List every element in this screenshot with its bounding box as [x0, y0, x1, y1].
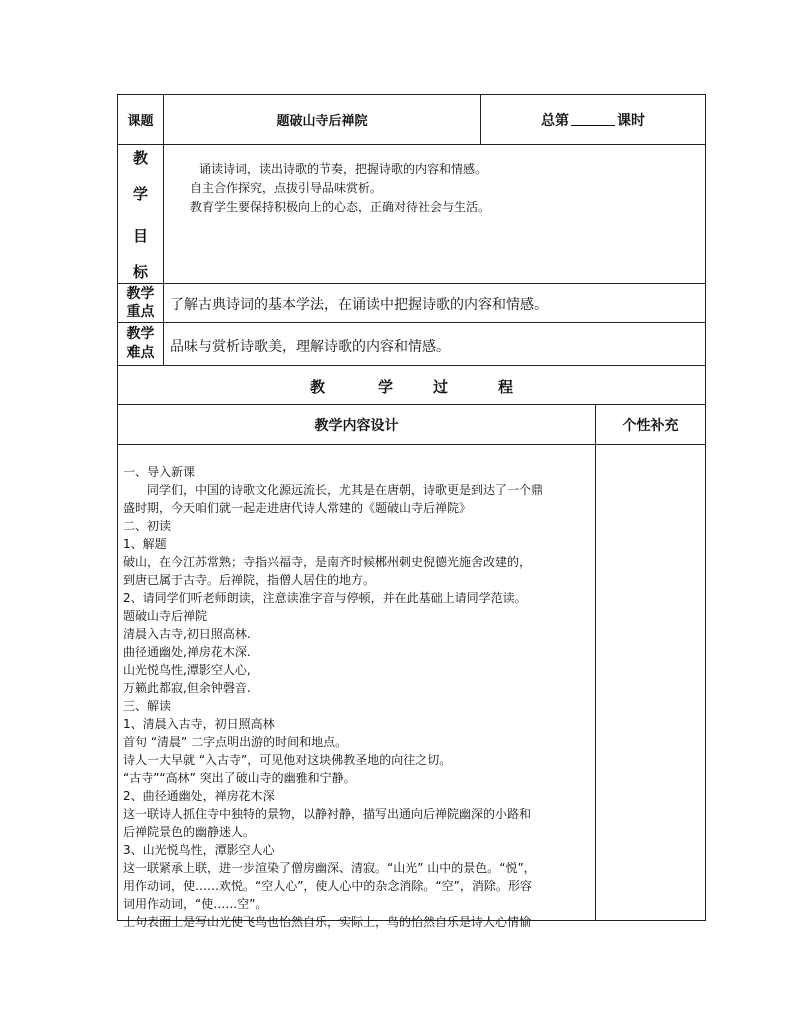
content-line: 山光悦鸟性,潭影空人心, — [123, 663, 251, 677]
content-line: 词用作动词，“使……空”。 — [123, 897, 268, 911]
row-divider — [117, 444, 706, 445]
goal-item: 诵读诗词，读出诗歌的节奏，把握诗歌的内容和情感。 — [199, 162, 488, 176]
topic-label: 课题 — [127, 114, 154, 129]
content-line: 这一联紧承上联，进一步渲染了僧房幽深、清寂。“山光” 山中的景色。“悦”， — [123, 861, 536, 875]
content-line: 二、初读 — [123, 519, 172, 533]
content-line: 后禅院景色的幽静迷人。 — [123, 825, 256, 839]
content-line: 一、导入新课 — [123, 465, 196, 479]
process-title-char: 过 — [433, 378, 449, 396]
key-point-label-line: 重点 — [126, 304, 155, 320]
content-line: 上句表面上是写山光使飞鸟也怡然自乐，实际上，鸟的怡然自乐是诗人心情愉 — [123, 915, 532, 929]
period-suffix: 课时 — [617, 112, 645, 129]
period-prefix: 总第 — [541, 112, 569, 129]
supplement-header: 个性补充 — [622, 417, 679, 434]
content-line: 1、清晨入古寺，初日照高林 — [123, 717, 275, 731]
content-line: 万籁此都寂,但余钟磬音. — [123, 681, 251, 695]
content-line: 2、请同学们听老师朗读，注意读准字音与停顿，并在此基础上请同学范读。 — [123, 591, 527, 605]
topic-value: 题破山寺后禅院 — [276, 114, 368, 129]
content-line: 用作动词，使……欢悦。“空人心”，使人心中的杂念消除。“空”，消除。形容 — [123, 879, 532, 893]
goal-item: 教育学生要保持积极向上的心态，正确对待社会与生活。 — [190, 200, 491, 214]
table-border-right — [705, 94, 706, 921]
difficult-point-text: 品味与赏析诗歌美，理解诗歌的内容和情感。 — [170, 339, 450, 355]
content-line: 三、解读 — [123, 699, 172, 713]
content-line: 清晨入古寺,初日照高林. — [123, 627, 251, 641]
process-title-char: 学 — [378, 378, 394, 396]
content-line: 曲径通幽处,禅房花木深. — [123, 645, 251, 659]
goals-label-char: 教 — [132, 149, 148, 167]
key-point-text: 了解古典诗词的基本学法，在诵读中把握诗歌的内容和情感。 — [170, 297, 548, 313]
goals-label-char: 标 — [132, 263, 148, 281]
content-line: 这一联诗人抓住寺中独特的景物，以静衬静，描写出通向后禅院幽深的小路和 — [123, 807, 532, 821]
content-line: 3、山光悦鸟性，潭影空人心 — [123, 843, 275, 857]
goals-label-char: 目 — [132, 227, 148, 245]
content-line: 盛时期，今天咱们就一起走进唐代诗人常建的《题破山寺后禅院》 — [123, 501, 472, 515]
content-line: 同学们，中国的诗歌文化源远流长，尤其是在唐朝，诗歌更是到达了一个鼎 — [123, 483, 544, 497]
row-divider — [117, 283, 706, 284]
goals-label — [118, 145, 163, 283]
row-divider — [117, 322, 706, 323]
process-title-char: 程 — [498, 378, 514, 396]
content-line: 到唐已属于古寺。后禅院，指僧人居住的地方。 — [123, 573, 376, 587]
content-line: 2、曲径通幽处，禅房花木深 — [123, 789, 275, 803]
difficult-point-label-line: 教学 — [126, 326, 155, 342]
key-point-label — [118, 284, 163, 322]
content-line: 1、解题 — [123, 537, 167, 551]
content-line: 题破山寺后禅院 — [123, 609, 208, 623]
process-title-char: 教 — [310, 378, 326, 396]
content-line: “古寺”“高林” 突出了破山寺的幽雅和宁静。 — [123, 771, 356, 785]
content-line: 首句 “清晨” 二字点明出游的时间和地点。 — [123, 735, 348, 749]
goals-label-char: 学 — [132, 185, 148, 203]
content-line: 破山，在今江苏常熟；寺指兴福寺，是南齐时候郴州刺史倪德光施舍改建的， — [123, 555, 532, 569]
key-point-label-line: 教学 — [126, 286, 155, 302]
period-number-blank[interactable] — [571, 113, 615, 126]
difficult-point-label-line: 难点 — [126, 345, 155, 361]
period-field — [481, 95, 705, 144]
process-title — [118, 366, 705, 404]
lesson-content — [123, 463, 601, 931]
goal-item: 自主合作探究，点拔引导品味赏析。 — [190, 181, 383, 195]
difficult-point-label — [118, 323, 163, 365]
content-design-header: 教学内容设计 — [314, 417, 399, 434]
content-line: 诗人一大早就 “入古寺”，可见他对这块佛教圣地的向往之切。 — [123, 753, 452, 767]
row-divider — [117, 144, 706, 145]
